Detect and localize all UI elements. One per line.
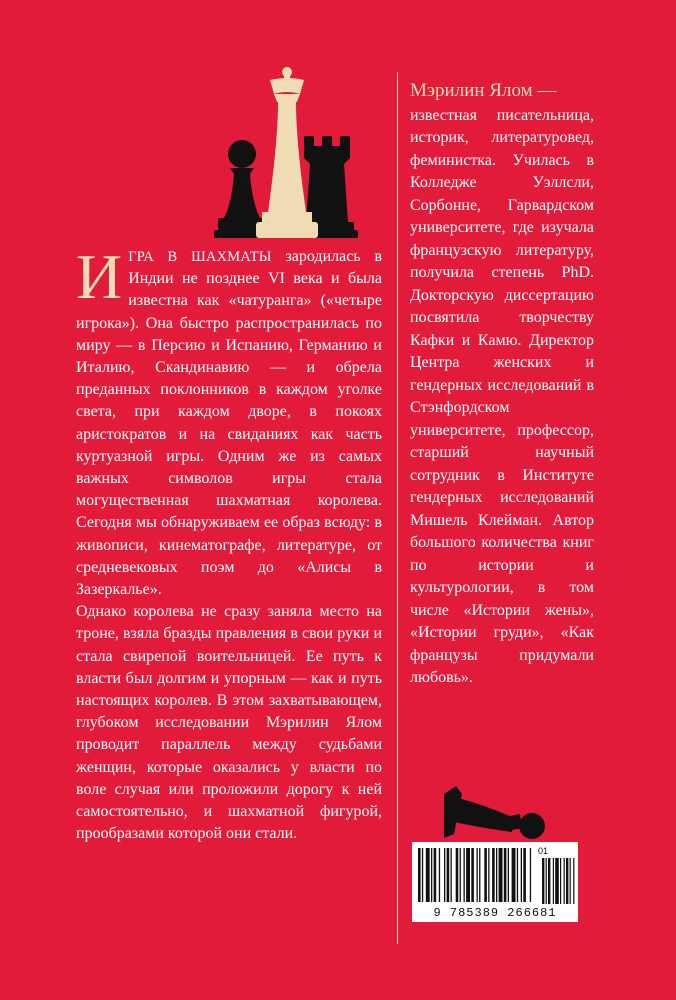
barcode-addon-bar: [542, 858, 544, 904]
barcode-bar: [431, 848, 432, 902]
barcode-bar: [451, 848, 452, 902]
barcode-bar: [499, 848, 503, 902]
barcode-bar: [521, 848, 522, 902]
barcode-digits: 9 785389 266681: [433, 906, 557, 920]
barcode-addon-bar: [553, 858, 554, 904]
barcode-addon-bar: [564, 858, 565, 904]
barcode-bar: [504, 848, 507, 902]
barcode-bar: [422, 848, 423, 902]
barcode-addon-bar: [546, 858, 547, 904]
barcode-addon-bar: [566, 858, 568, 904]
barcode-bar: [530, 848, 531, 902]
barcode-bar: [492, 848, 495, 902]
barcode-bar: [456, 848, 459, 902]
barcode-addon: 01: [538, 846, 549, 856]
barcode-bar: [460, 848, 461, 902]
barcode-bar: [439, 848, 440, 902]
fallen-pawn-icon: [440, 784, 550, 844]
drop-cap: И: [76, 241, 123, 312]
barcode-addon-bar: [570, 858, 571, 904]
barcode-bar: [444, 848, 445, 902]
lead-caps: ГРА В ШАХМАТЫ: [128, 249, 272, 265]
barcode-bar: [479, 848, 480, 902]
barcode-bar: [488, 848, 489, 902]
barcode-bar: [496, 848, 497, 902]
author-heading: Мэрилин Ялом —: [410, 80, 557, 101]
barcode-bar: [466, 848, 470, 902]
column-divider: [397, 72, 398, 944]
barcode-bar: [464, 848, 465, 902]
author-bio-text: известная писательница, историк, литературовед, феминистка. Училась в Колледже Уэллсли, Сорбонне, Гарвардском университете, где изучала французскую литературу, получила степень PhD. Докторскую диссертацию посвятила творчеству Кафки и Камю. Директор Центра женских и гендерных исследований в Стэнфордском университете, профессор, старший научный сотрудник в Институте гендерных исследований Мишель Клейман. Автор большого количества книг по истории и культурологии, в том числе «Истории жены», «Истории груди», «Как французы придумали любовь».: [410, 106, 594, 686]
barcode-bar: [447, 848, 450, 902]
barcode-bar: [517, 848, 518, 902]
paragraph-1-text: зародилась в Индии не позднее VI века и была известна как «чатуранга» («четыре игрока»). Она быстро распространилась по миру — в Персию и Испанию, Германию и Италию, Скандинавию — и обрела преданных поклонников в каждом уголке света, при каждом дворе, в покоях аристократов и на свиданиях как часть куртуазной игры. Одним же из самых важных символов игры стала могущественная шахматная королева. Сегодня мы обнаруживаем ее образ всюду: в живописи, кинематографе, литературе, от средневековых поэм до «Алисы в Зазеркалье».: [76, 248, 383, 599]
barcode-bar: [523, 848, 526, 902]
blurb-text: [76, 241, 383, 845]
barcode-bar: [512, 848, 516, 902]
author-bio: [410, 80, 594, 690]
blurb-paragraph-1: [76, 241, 383, 601]
barcode-addon-bar: [555, 858, 559, 904]
barcode-bars: [412, 842, 578, 906]
barcode-bar: [484, 848, 487, 902]
barcode-bar: [471, 848, 474, 902]
barcode-addon-bar: [573, 858, 574, 904]
barcode-bar: [426, 848, 430, 902]
barcode-addon-bar: [560, 858, 561, 904]
blurb-paragraph-2: Однако королева не сразу заняла место на троне, взяла бразды правления в свои руки и стала свирепой воительницей. Ее путь к власти был долгим и упорным — как и путь настоящих королев. В этом захватывающем, глубоком исследовании Мэрилин Ялом проводит параллель между судьбами женщин, которые оказались у власти по воле случая или проложили дорогу к ней самостоятельно, и шахматной фигурой, прообразами которой они стали.: [76, 603, 382, 843]
chess-pieces-illustration: [212, 66, 362, 242]
barcode-bar: [434, 848, 437, 902]
barcode-addon-bar: [548, 858, 550, 904]
barcode-bar: [508, 848, 509, 902]
barcode-bar: [477, 848, 478, 902]
barcode-bar: [418, 848, 421, 902]
